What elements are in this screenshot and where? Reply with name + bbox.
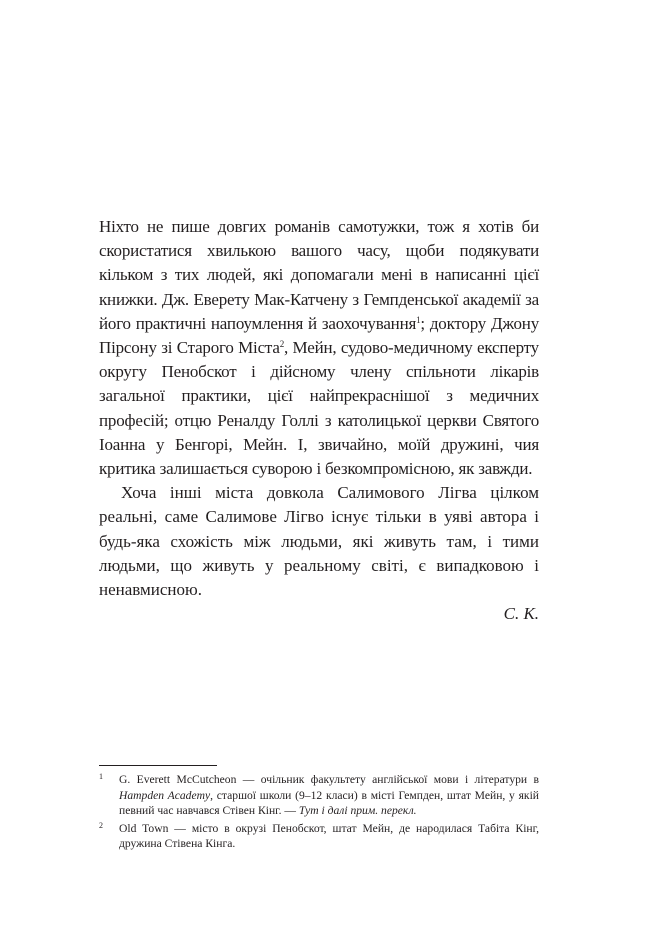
footnote-1-italic-note: Тут і далі прим. перекл. xyxy=(298,804,417,818)
footnote-number: 1 xyxy=(99,772,103,781)
footnote-1-text-a: G. Everett McCutcheon — очільник факультету англійської мови і літератури в xyxy=(119,773,539,786)
paragraph-1-text-c: , Мейн, судово-медичному експерту округу Пенобскот і дійсному члену спільноти лікарів загальної практики, цієї найпрекраснішої з медичних професій; отцю Реналду Голлі з католицької церкви Святого Іоанна у Бенгорі, Мейн. І, звичайно, моїй дружині, чия критика залишається суворою і безкомпромісною, як завжди. xyxy=(99,338,539,479)
footnote-1-italic-name: Hampden Academy xyxy=(119,788,211,802)
footnote-2 xyxy=(99,821,539,852)
footnote-2-text: Old Town — місто в окрузі Пенобскот, штат Мейн, де народилася Табіта Кінг, дружина Стівена Кінга. xyxy=(119,821,539,851)
footnote-ref-2: 2 xyxy=(279,339,285,350)
footnote-1-text-b: , старшої школи (9–12 класи) в місті Гемпден, штат Мейн, у якій певний час навчався Стівен Кінг. — xyxy=(119,788,539,818)
paragraph-acknowledgements xyxy=(99,215,539,481)
footnote-divider xyxy=(99,765,217,766)
paragraph-1-text: Ніхто не пише довгих романів самотужки, тож я хотів би скористатися хвилькою вашого часу, щоби подякувати кільком з тих людей, які допомагали мені в написанні цієї книжки. Дж. Еверету Мак-Катчену з Гемпденської академії за його практичні напоумлення й заохочування xyxy=(99,217,539,333)
footnote-number: 2 xyxy=(99,820,103,830)
acknowledgements-text xyxy=(99,215,539,626)
footnote-ref-1: 1 xyxy=(416,314,421,325)
footnotes xyxy=(99,772,539,854)
paragraph-1-text-b: ; доктору Джону Пірсону зі Старого Міста xyxy=(99,313,540,358)
author-signature: С. К. xyxy=(503,604,539,624)
footnote-1 xyxy=(99,772,539,819)
paragraph-disclaimer: Хоча інші міста довкола Салимового Лігва цілком реальні, саме Салимове Лігво існує тільки в уяві автора і будь-яка схожість між людьми, які живуть там, і тими людьми, що живуть у реальному світі, є випадковою і ненавмисною. xyxy=(99,483,539,600)
